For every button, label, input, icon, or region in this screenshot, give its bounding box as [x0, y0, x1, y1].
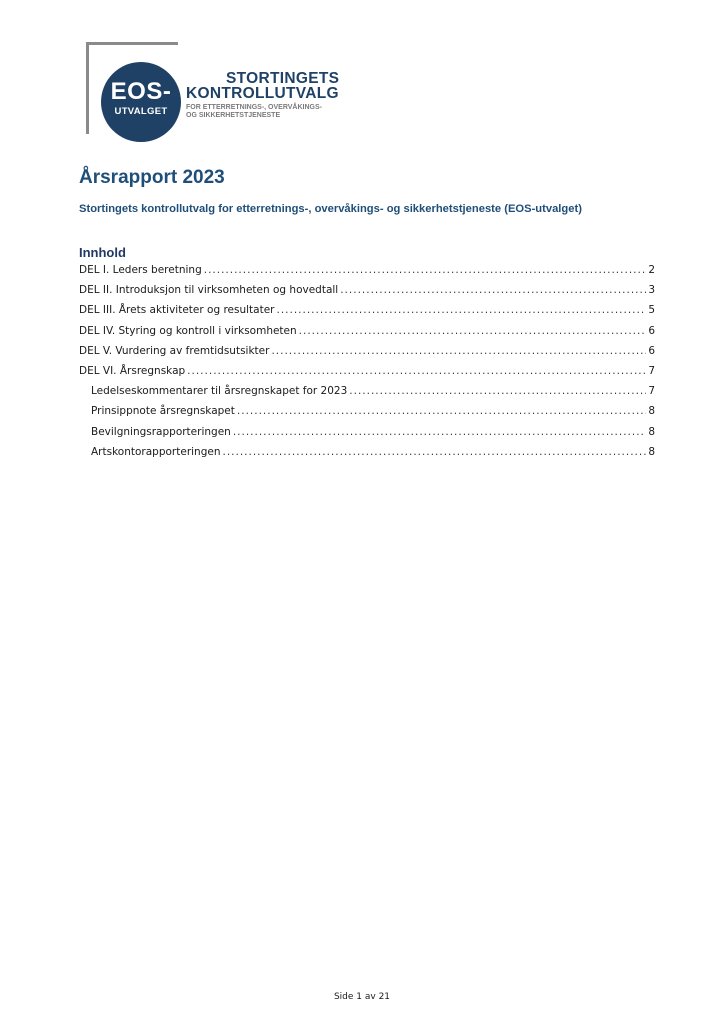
toc-entry-label: DEL IV. Styring og kontroll i virksomheten: [79, 324, 297, 337]
toc-entry-label: DEL I. Leders beretning: [79, 264, 202, 276]
toc-leader-dots: [237, 403, 646, 419]
toc-subentry[interactable]: [79, 424, 655, 444]
toc-leader-dots: [340, 282, 646, 298]
toc-subentry-page: 8: [648, 425, 655, 438]
logo-sub-line1: FOR ETTERRETNINGS-, OVERVÅKINGS-: [186, 104, 322, 111]
toc-entry-label: DEL III. Årets aktiviteter og resultater: [79, 304, 275, 317]
toc-leader-dots: [222, 444, 646, 460]
toc-entry[interactable]: [79, 363, 655, 383]
toc-subentry[interactable]: [79, 444, 655, 464]
toc-subentry[interactable]: [79, 383, 655, 403]
toc-entry-label: DEL V. Vurdering av fremtidsutsikter: [79, 344, 270, 357]
toc-leader-dots: [349, 383, 646, 399]
toc-entry-page: 7: [648, 364, 655, 377]
toc-leader-dots: [299, 323, 647, 339]
toc-leader-dots: [233, 424, 647, 440]
logo-circle-small-text: UTVALGET: [114, 106, 168, 117]
toc-subentry-page: 8: [648, 405, 655, 418]
logo-sub-line2: OG SIKKERHETSTJENESTE: [186, 112, 281, 119]
logo-circle-big-text: EOS-: [110, 78, 172, 105]
page-footer: Side 1 av 21: [333, 992, 391, 1002]
toc-heading: Innhold: [79, 245, 126, 260]
table-of-contents: [79, 262, 655, 464]
toc-subentry-label: Prinsippnote årsregnskapet: [91, 405, 235, 418]
toc-entry-label: DEL II. Introduksjon til virksomheten og hovedtall: [79, 284, 339, 297]
toc-subentry[interactable]: [79, 403, 655, 423]
toc-entry-page: 2: [648, 264, 655, 276]
toc-entry[interactable]: [79, 282, 655, 302]
logo-circle: [101, 62, 181, 142]
toc-subentry-label: Ledelseskommentarer til årsregnskapet for 2023: [91, 385, 348, 398]
toc-entry-page: 5: [648, 304, 655, 317]
toc-entry-page: 6: [648, 344, 655, 357]
toc-entry-label: DEL VI. Årsregnskap: [79, 364, 186, 377]
toc-entry[interactable]: [79, 343, 655, 363]
toc-subentry-page: 7: [648, 385, 655, 398]
toc-leader-dots: [271, 343, 646, 359]
toc-subentry-label: Artskontorapporteringen: [91, 445, 221, 458]
toc-subentry-label: Bevilgningsrapporteringen: [91, 425, 231, 438]
toc-entry[interactable]: [79, 323, 655, 343]
document-subtitle: Stortingets kontrollutvalg for etterretnings-, overvåkings- og sikkerhetstjeneste (EOS-utvalget): [79, 203, 582, 215]
toc-subentry-page: 8: [648, 445, 655, 458]
logo-name-line1: STORTINGETS: [226, 70, 340, 87]
toc-leader-dots: [204, 262, 647, 278]
toc-entry[interactable]: [79, 262, 655, 282]
toc-entry-page: 3: [648, 284, 655, 297]
document-title: Årsrapport 2023: [79, 167, 225, 188]
toc-entry-page: 6: [648, 324, 655, 337]
toc-entry[interactable]: [79, 302, 655, 322]
toc-leader-dots: [276, 302, 646, 318]
toc-leader-dots: [187, 363, 646, 379]
logo-name-line2: KONTROLLUTVALG: [186, 85, 339, 102]
eos-logo: [86, 42, 366, 137]
